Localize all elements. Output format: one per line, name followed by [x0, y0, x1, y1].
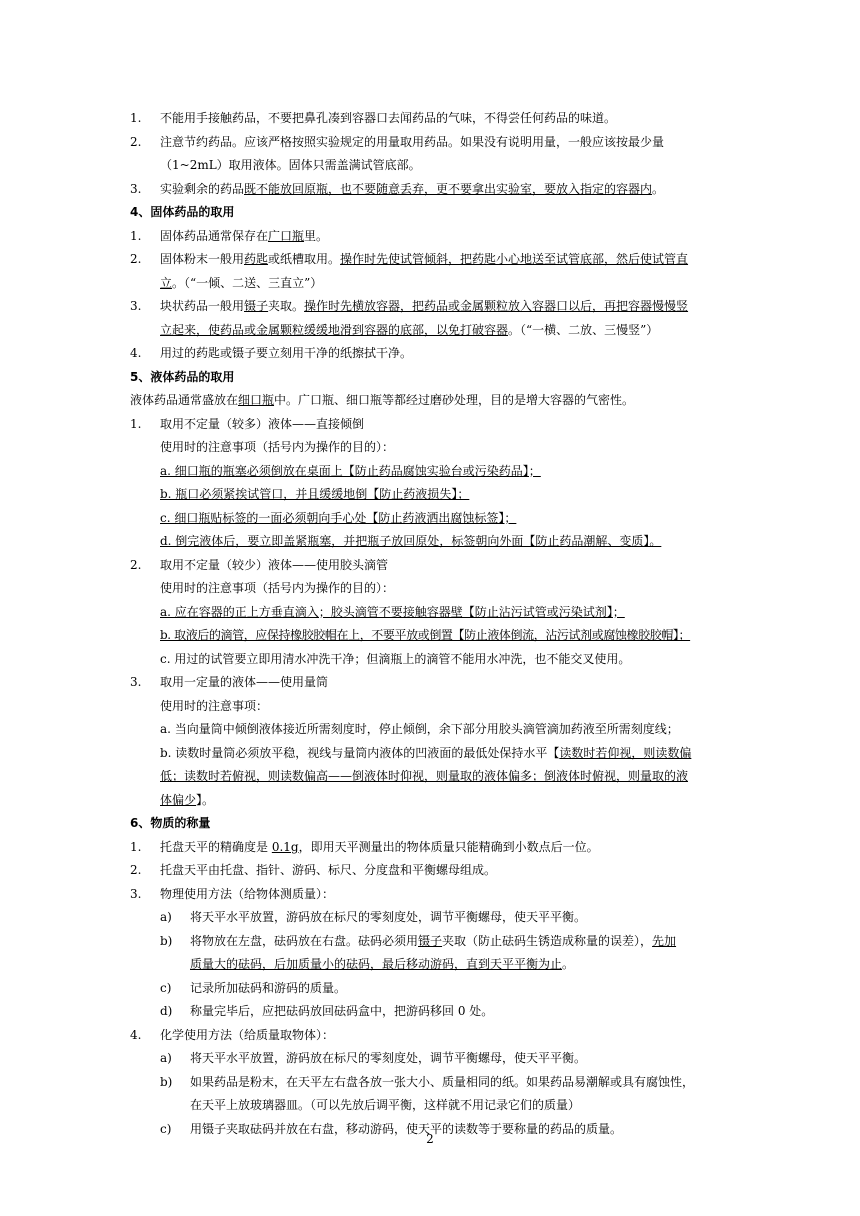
sub-item-continuation — [130, 953, 730, 977]
sub-item-letter: a) — [160, 1051, 172, 1065]
section-heading — [130, 201, 730, 225]
sub-item — [130, 601, 730, 625]
item-text — [160, 836, 599, 860]
list-item — [130, 295, 730, 319]
list-item-continuation — [130, 319, 730, 343]
list-item — [130, 225, 730, 249]
item-text — [160, 248, 688, 272]
sub-item-text: 在天平上放玻璃器皿。（可以先放后调平衡，这样就不用记录它们的质量） — [190, 1098, 581, 1112]
item-number: 2. — [130, 863, 142, 877]
underlined-text: 体偏少 — [160, 792, 197, 807]
item-text — [160, 225, 328, 249]
text-segment: 里。 — [304, 228, 329, 243]
underlined-text: 操作时先使试管倾斜，把药匙小心地送至试管底部，然后使试管直 — [340, 252, 689, 266]
text-segment: 。 — [652, 181, 665, 196]
item-text: 取用不定量（较多）液体——直接倾倒 — [160, 416, 365, 431]
text-segment: 实验剩余的药品 — [160, 181, 245, 196]
list-item — [130, 836, 730, 860]
underlined-text: 细口瓶 — [238, 393, 275, 407]
sub-item — [130, 507, 730, 531]
item-number: 4. — [130, 1027, 142, 1042]
item-text: 不能用手接触药品，不要把鼻孔凑到容器口去闻药品的气味，不得尝任何药品的味道。 — [160, 111, 617, 125]
text-segment: 固体药品通常保存在 — [160, 228, 269, 243]
list-item — [130, 248, 730, 272]
sub-item — [130, 624, 730, 648]
sub-item-text: 如果药品是粉末，在天平左右盘各放一张大小、质量相同的纸。如果药品易潮解或具有腐蚀性， — [190, 1074, 695, 1089]
sub-item — [130, 1047, 730, 1071]
item-number: 4. — [130, 346, 142, 360]
item-text: 托盘天平由托盘、指针、游码、标尺、分度盘和平衡螺母组成。 — [160, 863, 497, 877]
item-text: 化学使用方法（给质量取物体）： — [160, 1027, 335, 1042]
underlined-text: 先加 — [652, 933, 677, 948]
sub-item-letter: b) — [160, 933, 173, 948]
paragraph-text — [130, 389, 634, 413]
section-heading — [130, 366, 730, 390]
sub-item — [130, 977, 730, 1001]
note-text: 使用时的注意事项（括号内为操作的目的）： — [160, 440, 395, 454]
item-number: 3. — [130, 675, 142, 689]
section-title: 4、固体药品的取用 — [130, 205, 235, 219]
item-text — [160, 178, 664, 202]
list-item — [130, 554, 730, 578]
item-text: 取用不定量（较少）液体——使用胶头滴管 — [160, 557, 389, 572]
note-text: 使用时的注意事项（括号内为操作的目的）： — [160, 581, 395, 595]
sub-item — [130, 460, 730, 484]
paragraph — [130, 389, 730, 413]
list-item — [130, 107, 730, 131]
sub-item — [130, 483, 730, 507]
underlined-text: b. 瓶口必须紧挨试管口，并且缓缓地倒【防止药液损失】； — [160, 487, 470, 501]
sub-item — [130, 906, 730, 930]
text-segment: 。（“一横、二放、三慢竖”） — [508, 322, 659, 337]
text-segment: 夹取。 — [268, 299, 305, 313]
item-number: 1. — [130, 111, 142, 125]
sub-item-continuation — [130, 789, 730, 813]
list-item — [130, 883, 730, 907]
sub-item-text — [190, 953, 574, 977]
list-item — [130, 1024, 730, 1048]
text-segment: 夹取（防止砝码生锈造成称量的误差）， — [442, 933, 653, 948]
underlined-text: c. 细口瓶贴标签的一面必须朝向手心处【防止药液洒出腐蚀标签】； — [160, 510, 517, 525]
text-segment: ，即用天平测量出的物体质量只能精确到小数点后一位。 — [298, 839, 599, 854]
list-item — [130, 859, 730, 883]
sub-item-text: 称量完毕后，应把砝码放回砝码盒中，把游码移回 0 处。 — [190, 1004, 494, 1018]
underlined-text: 镊子 — [244, 299, 269, 313]
text-segment: b. 读数时量筒必须放平稳，视线与量筒内液体的凹液面的最低处保持水平【 — [160, 745, 560, 760]
sub-item — [130, 530, 730, 554]
item-number: 3. — [130, 299, 142, 313]
list-item — [130, 413, 730, 437]
text-segment: 托盘天平的精确度是 — [160, 839, 272, 854]
item-text — [160, 319, 658, 343]
item-number: 3. — [130, 181, 142, 196]
underlined-text: 读数时若仰视，则读数偏 — [559, 745, 692, 760]
item-text: 用过的药匙或镊子要立刻用干净的纸擦拭干净。 — [160, 346, 413, 360]
sub-item — [130, 742, 730, 766]
sub-item-text: 将天平水平放置，游码放在标尺的零刻度处，调节平衡螺母，使天平平衡。 — [190, 1051, 587, 1065]
sub-item — [130, 718, 730, 742]
note-text: 使用时的注意事项： — [160, 698, 269, 713]
item-number: 1. — [130, 839, 142, 854]
sub-item-text — [160, 789, 214, 813]
item-text — [160, 272, 322, 296]
sub-item — [130, 1071, 730, 1095]
sub-item-letter: c) — [160, 1121, 172, 1136]
sub-item-text: 用镊子夹取砝码并放在右盘，移动游码，使天平的读数等于要称量的药品的质量。 — [190, 1121, 623, 1136]
document-body — [130, 107, 730, 1141]
sub-item — [130, 930, 730, 954]
note-line — [130, 577, 730, 601]
sub-item-text — [160, 742, 691, 766]
item-text: （1~2mL）取用液体。固体只需盖满试管底部。 — [160, 158, 421, 172]
underlined-text: 药匙 — [244, 252, 269, 266]
sub-item-continuation — [130, 765, 730, 789]
underlined-text: a. 应在容器的正上方垂直滴入；胶头滴管不要接触容器壁【防止沾污试管或污染试剂】； — [160, 604, 625, 619]
underlined-text: 立 — [160, 275, 173, 290]
text-segment: 】。 — [196, 792, 215, 807]
text-segment: 。（“一倾、二送、三直立”） — [172, 275, 323, 290]
item-text: 注意节约药品。应该严格按照实验规定的用量取用药品。如果没有说明用量，一般应该按最少量 — [160, 134, 665, 149]
underlined-text: 操作时先横放容器，把药品或金属颗粒放入容器口以后，再把容器慢慢竖 — [304, 299, 689, 313]
sub-item-text — [190, 930, 676, 954]
list-item — [130, 131, 730, 155]
underlined-text: 广口瓶 — [268, 228, 305, 243]
item-number: 3. — [130, 886, 142, 901]
text-segment: 。 — [562, 957, 575, 971]
sub-item-text: 将天平水平放置，游码放在标尺的零刻度处，调节平衡螺母，使天平平衡。 — [190, 910, 587, 924]
underlined-text: 低；读数时若俯视，则读数偏高——倒液体时仰视，则量取的液体偏多；倒液体时俯视，则量取的液 — [160, 769, 689, 783]
section-heading — [130, 812, 730, 836]
text-segment: 固体粉末一般用 — [160, 252, 245, 266]
item-text: 物理使用方法（给物体测质量）： — [160, 886, 335, 901]
sub-item — [130, 648, 730, 672]
underlined-text: a. 细口瓶的瓶塞必须倒放在桌面上【防止药品腐蚀实验台或污染药品】； — [160, 463, 541, 478]
item-number: 2. — [130, 134, 142, 149]
item-text: 取用一定量的液体——使用量筒 — [160, 675, 329, 689]
underlined-text: 镊子 — [418, 933, 443, 948]
underlined-text: 0.1g — [271, 839, 299, 854]
sub-item — [130, 1000, 730, 1024]
list-item-continuation — [130, 272, 730, 296]
sub-item-continuation — [130, 1094, 730, 1118]
text-segment: 中。广口瓶、细口瓶等都经过磨砂处理，目的是增大容器的气密性。 — [274, 393, 635, 407]
underlined-text: 质量大的砝码，后加质量小的砝码，最后移动游码，直到天平平衡为止 — [190, 957, 563, 971]
underlined-text: b. 取液后的滴管，应保持橡胶胶帽在上，不要平放或倒置【防止液体倒流，沾污试剂或腐蚀橡胶胶帽】； — [160, 628, 691, 642]
text-segment: 或纸槽取用。 — [268, 252, 341, 266]
underlined-text: 既不能放回原瓶，也不要随意丢弃，更不要拿出实验室，要放入指定的容器内 — [244, 181, 653, 196]
sub-item-letter: c) — [160, 980, 172, 995]
sub-item-letter: a) — [160, 910, 172, 924]
sub-item-text: 记录所加砝码和游码的质量。 — [190, 980, 347, 995]
section-title: 6、物质的称量 — [130, 816, 211, 830]
text-segment: 块状药品一般用 — [160, 299, 245, 313]
list-item-continuation — [130, 154, 730, 178]
item-number: 1. — [130, 416, 142, 431]
page-number: 2 — [426, 1132, 434, 1146]
item-number: 2. — [130, 557, 142, 572]
note-line — [130, 695, 730, 719]
sub-item-letter: d) — [160, 1004, 173, 1018]
list-item — [130, 342, 730, 366]
list-item — [130, 671, 730, 695]
section-title: 5、液体药品的取用 — [130, 369, 235, 384]
item-number: 2. — [130, 252, 142, 266]
sub-item-text: a. 当向量筒中倾倒液体接近所需刻度时，停止倾倒，余下部分用胶头滴管滴加药液至所需刻度线； — [160, 722, 679, 736]
list-item — [130, 178, 730, 202]
underlined-text: 立起来，使药品或金属颗粒缓缓地滑到容器的底部，以免打破容器 — [160, 322, 509, 337]
sub-item-letter: b) — [160, 1074, 173, 1089]
sub-item-text: c. 用过的试管要立即用清水冲洗干净；但滴瓶上的滴管不能用水冲洗，也不能交叉使用。 — [160, 651, 631, 666]
item-text — [160, 295, 688, 319]
note-line — [130, 436, 730, 460]
text-segment: 将物放在左盘，砝码放在右盘。砝码必须用 — [190, 933, 419, 948]
underlined-text: d. 倒完液体后，要立即盖紧瓶塞，并把瓶子放回原处，标签朝向外面【防止药品潮解、变质】。 — [160, 534, 662, 548]
text-segment: 液体药品通常盛放在 — [130, 393, 239, 407]
item-number: 1. — [130, 228, 142, 243]
